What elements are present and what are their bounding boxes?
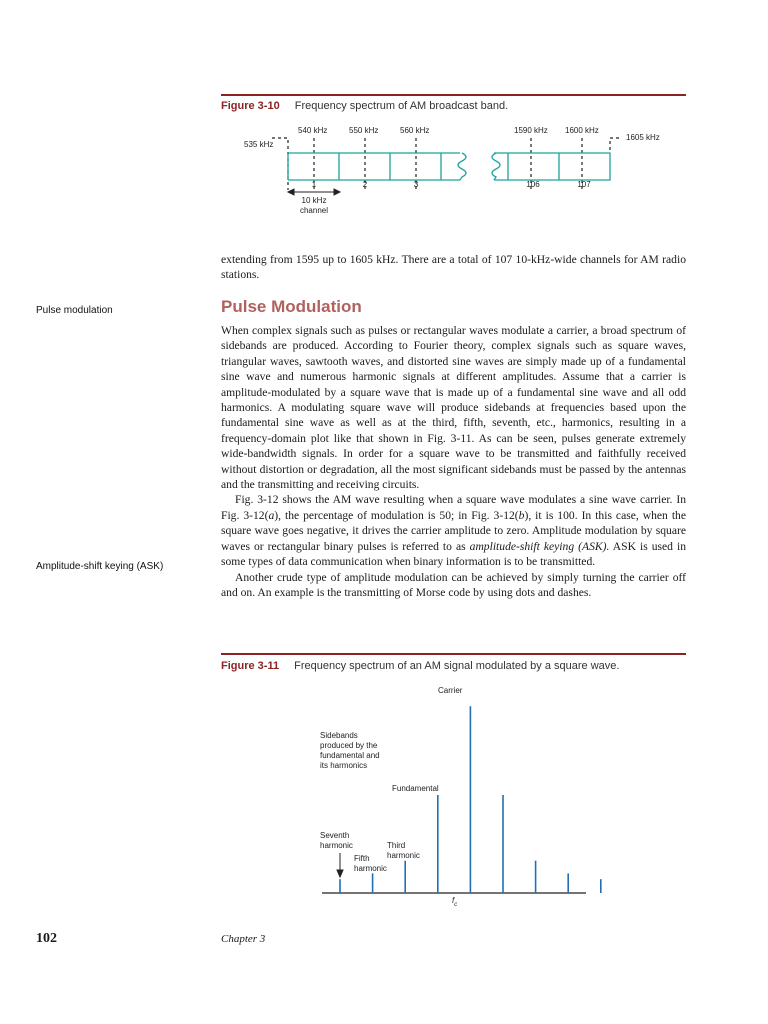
label-540-khz: 540 kHz: [298, 126, 328, 135]
seventh-harmonic-label-line2: harmonic: [320, 841, 353, 850]
channel-width-label-line2: channel: [299, 206, 329, 215]
paragraph-3: Another crude type of amplitude modulation can be achieved by simply turning the carrier off and on. An example is the transmitting of Morse code by using dots and dashes.: [221, 570, 686, 599]
third-harmonic-label-line2: harmonic: [387, 851, 420, 860]
chapter-label: Chapter 3: [221, 933, 266, 945]
margin-note-ask: Amplitude-shift keying (ASK): [36, 561, 164, 572]
channel-number-3: 3: [413, 180, 419, 189]
fundamental-label: Fundamental: [392, 784, 439, 793]
fc-subscript: c: [454, 902, 458, 908]
channel-width-label-line1: 10 kHz: [301, 196, 327, 205]
figure-3-11-caption-text: Frequency spectrum of an AM signal modulated by a square wave.: [294, 660, 620, 672]
paragraph-1: When complex signals such as pulses or rectangular waves modulate a carrier, a broad spectrum of sidebands are produced. According to Fourier theory, complex signals such as square waves, triangular waves, sawtooth waves, and distorted sine waves are simply made up of a fundamental sine wave and numerous harmonic signals at different amplitudes. Assume that a carrier is amplitude-modulated by a square wave that is made up of a fundamental sine wave and all odd harmonics. A modulating square wave will produce sidebands at frequencies based upon the fundamental sine wave as well as at the third, fifth, seventh, etc., harmonics, resulting in a frequency-domain plot like that shown in Fig. 3-11. As can be seen, pulses generate extremely wide-bandwidth signals. In order for a square wave to be transmitted and faithfully received without distortion or degradation, all the most significant sidebands must be passed by the antennas and the transmitting and receiving circuits.: [221, 324, 686, 492]
sidebands-label-line1: Sidebands: [320, 731, 358, 740]
fifth-harmonic-label-line1: Fifth: [354, 854, 370, 863]
paragraph-2-ital-a: a: [268, 508, 275, 522]
label-1600-khz: 1600 kHz: [565, 126, 599, 135]
sidebands-label-line4: its harmonics: [320, 761, 368, 770]
seventh-harmonic-label-line1: Seventh: [320, 831, 350, 840]
carrier-label: Carrier: [438, 686, 463, 695]
fc-letter: f: [452, 896, 455, 905]
fifth-harmonic-label-line2: harmonic: [354, 864, 387, 873]
channel-number-107: 107: [577, 180, 591, 189]
channel-number-2: 2: [362, 180, 368, 189]
margin-note-pulse-modulation: Pulse modulation: [36, 305, 113, 316]
page-number: 102: [36, 931, 57, 946]
channel-number-1: 1: [311, 180, 317, 189]
paragraph-2-part-d: ASK is used in some types of data communication when binary information is to be transmitted.: [221, 539, 687, 569]
label-535-khz: 535 kHz: [244, 140, 274, 149]
channel-number-106: 106: [526, 180, 540, 189]
label-550-khz: 550 kHz: [349, 126, 379, 135]
sidebands-label-line3: fundamental and: [320, 751, 380, 760]
label-1590-khz: 1590 kHz: [514, 126, 548, 135]
paragraph-2-ital-b: b: [518, 508, 525, 522]
section-heading: Pulse Modulation: [221, 297, 362, 316]
paragraph-2-part-b: ), the percentage of modulation is 50; in Fig. 3-12(: [274, 508, 519, 522]
label-1605-khz: 1605 kHz: [626, 133, 660, 142]
paragraph-2-part-a: Fig. 3-12 shows the AM wave resulting when a square wave modulates a sine wave carrier. In Fig. 3-12(: [221, 493, 686, 522]
figure-3-11-number: Figure 3-11: [221, 660, 280, 672]
sidebands-label-line2: produced by the: [320, 741, 378, 750]
third-harmonic-label-line1: Third: [387, 841, 406, 850]
figure-3-10-caption-text: Frequency spectrum of AM broadcast band.: [294, 100, 509, 112]
paragraph-2-part-c: ), it is 100. In this case, when the square wave goes negative, it drives the carrier amplitude to zero. Amplitude modulation by square waves or rectangular binary pulses is referred to as: [221, 508, 686, 553]
figure-3-10-number: Figure 3-10: [221, 100, 280, 112]
label-560-khz: 560 kHz: [400, 126, 430, 135]
intro-paragraph: extending from 1595 up to 1605 kHz. There are a total of 107 10-kHz-wide channels for AM radio stations.: [221, 253, 686, 282]
fc-axis-label: [452, 896, 457, 908]
seventh-harmonic-pointer-arrowhead: [337, 870, 343, 877]
ask-term: amplitude-shift keying (ASK).: [469, 539, 610, 553]
